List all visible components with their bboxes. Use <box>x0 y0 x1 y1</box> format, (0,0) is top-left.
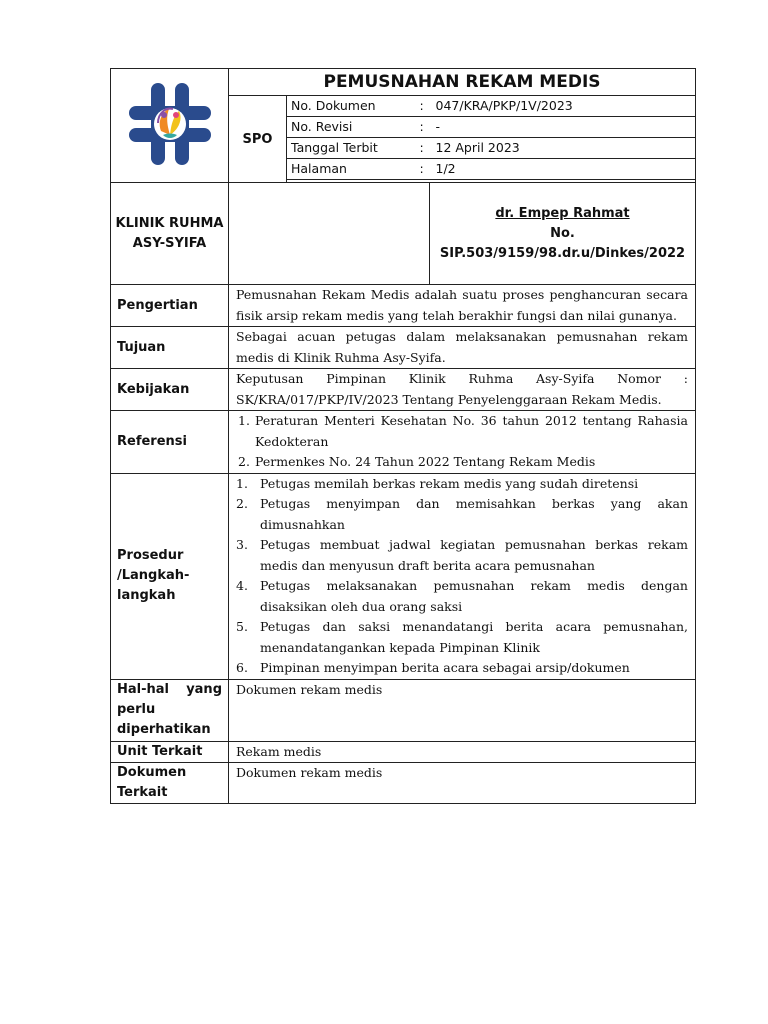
signer-sip: No. SIP.503/9159/98.dr.u/Dinkes/2022 <box>439 225 686 261</box>
spo-label: SPO <box>229 96 287 183</box>
clinic-logo-icon <box>111 69 229 178</box>
spo-document <box>110 68 695 804</box>
list-item <box>236 535 688 576</box>
list-text: Petugas menyimpan dan memisahkan berkas yang akan dimusnahkan <box>260 496 688 532</box>
label-hal-hal-word2: yang <box>186 681 222 697</box>
meta-label: Halaman <box>287 159 416 180</box>
label-hal-hal <box>111 679 229 741</box>
document-meta-table <box>286 95 696 180</box>
spo-header-table <box>110 68 696 183</box>
list-item <box>238 452 688 473</box>
row-unit-terkait <box>111 741 696 763</box>
list-text: Petugas membuat jadwal kegiatan pemusnahan berkas rekam medis dan menyusun draft berita acara pemusnahan <box>260 537 688 573</box>
list-num: 5. <box>236 619 248 634</box>
label-unit-terkait: Unit Terkait <box>111 741 229 763</box>
list-item <box>236 494 688 535</box>
list-item <box>238 411 688 452</box>
signature-blank-cell <box>229 183 430 285</box>
row-dokumen-terkait <box>111 763 696 804</box>
list-item <box>236 658 688 679</box>
document-meta-cell <box>287 96 696 183</box>
list-text: Petugas dan saksi menandatangi berita acara pemusnahan, menandatangankan kepada Pimpinan Klinik <box>260 619 688 655</box>
meta-sep: : <box>416 138 432 159</box>
list-num: 2. <box>236 496 248 511</box>
meta-label: No. Dokumen <box>287 96 416 117</box>
approval-table <box>110 182 696 285</box>
meta-label: No. Revisi <box>287 117 416 138</box>
label-prosedur-line1: Prosedur <box>117 548 184 563</box>
text-pengertian: Pemusnahan Rekam Medis adalah suatu proses penghancuran secara fisik arsip rekam medis yang telah berakhir fungsi dan nilai gunanya. <box>229 285 696 327</box>
content-table <box>110 284 696 804</box>
meta-value: 12 April 2023 <box>432 138 696 159</box>
meta-value: 047/KRA/PKP/1V/2023 <box>432 96 696 117</box>
meta-row-halaman <box>287 159 696 180</box>
list-num: 6. <box>236 660 248 675</box>
list-num: 3. <box>236 537 248 552</box>
label-hal-hal-line2: perlu <box>117 701 156 717</box>
label-tujuan: Tujuan <box>111 327 229 369</box>
text-referensi <box>229 411 696 474</box>
row-tujuan <box>111 327 696 369</box>
list-text: Peraturan Menteri Kesehatan No. 36 tahun 2012 tentang Rahasia Kedokteran <box>255 413 688 449</box>
list-num: 4. <box>236 578 248 593</box>
label-dokumen-terkait-line1: Dokumen <box>117 765 187 780</box>
list-num: 1. <box>236 475 248 491</box>
list-item <box>236 617 688 658</box>
list-text: Permenkes No. 24 Tahun 2022 Tentang Rekam Medis <box>255 454 596 469</box>
meta-value: - <box>432 117 696 138</box>
list-item <box>236 576 688 617</box>
logo-cell <box>111 69 229 183</box>
clinic-name-cell <box>111 183 229 285</box>
row-referensi <box>111 411 696 474</box>
label-hal-hal-line3: diperhatikan <box>117 721 211 737</box>
row-hal-hal <box>111 679 696 741</box>
label-prosedur <box>111 473 229 679</box>
prosedur-list <box>236 474 688 679</box>
label-dokumen-terkait <box>111 763 229 804</box>
signer-cell <box>430 183 696 285</box>
label-pengertian: Pengertian <box>111 285 229 327</box>
text-tujuan: Sebagai acuan petugas dalam melaksanakan pemusnahan rekam medis di Klinik Ruhma Asy-Syifa. <box>229 327 696 369</box>
text-hal-hal: Dokumen rekam medis <box>229 679 696 741</box>
label-referensi: Referensi <box>111 411 229 474</box>
signer-name: dr. Empep Rahmat <box>495 205 630 221</box>
label-kebijakan: Kebijakan <box>111 369 229 411</box>
document-title: PEMUSNAHAN REKAM MEDIS <box>229 69 696 96</box>
meta-value: 1/2 <box>432 159 696 180</box>
list-text: Petugas memilah berkas rekam medis yang sudah diretensi <box>260 475 639 491</box>
text-prosedur <box>229 473 696 679</box>
label-hal-hal-word1: Hal-hal <box>117 681 169 697</box>
label-hal-hal-line1 <box>117 680 222 700</box>
meta-sep: : <box>416 159 432 180</box>
meta-sep: : <box>416 117 432 138</box>
row-prosedur <box>111 473 696 679</box>
row-kebijakan <box>111 369 696 411</box>
label-prosedur-line3: langkah <box>117 588 176 603</box>
list-text: Pimpinan menyimpan berita acara sebagai arsip/dokumen <box>260 660 630 675</box>
meta-sep: : <box>416 96 432 117</box>
row-pengertian <box>111 285 696 327</box>
list-num: 1. <box>238 413 250 428</box>
meta-row-tanggal-terbit <box>287 138 696 159</box>
meta-row-no-revisi <box>287 117 696 138</box>
list-text: Petugas melaksanakan pemusnahan rekam medis dengan disaksikan oleh dua orang saksi <box>260 578 688 614</box>
meta-row-no-dokumen <box>287 96 696 117</box>
meta-label: Tanggal Terbit <box>287 138 416 159</box>
referensi-list <box>238 411 688 473</box>
text-unit-terkait: Rekam medis <box>229 741 696 763</box>
label-prosedur-line2: /Langkah- <box>117 568 190 583</box>
clinic-name-line1: KLINIK RUHMA <box>115 215 224 231</box>
text-dokumen-terkait: Dokumen rekam medis <box>229 763 696 804</box>
text-kebijakan: Keputusan Pimpinan Klinik Ruhma Asy-Syifa Nomor : SK/KRA/017/PKP/IV/2023 Tentang Penyelenggaraan Rekam Medis. <box>229 369 696 411</box>
label-dokumen-terkait-line2: Terkait <box>117 785 168 800</box>
list-item <box>236 474 688 495</box>
list-num: 2. <box>238 454 250 469</box>
clinic-name-line2: ASY-SYIFA <box>132 235 207 251</box>
